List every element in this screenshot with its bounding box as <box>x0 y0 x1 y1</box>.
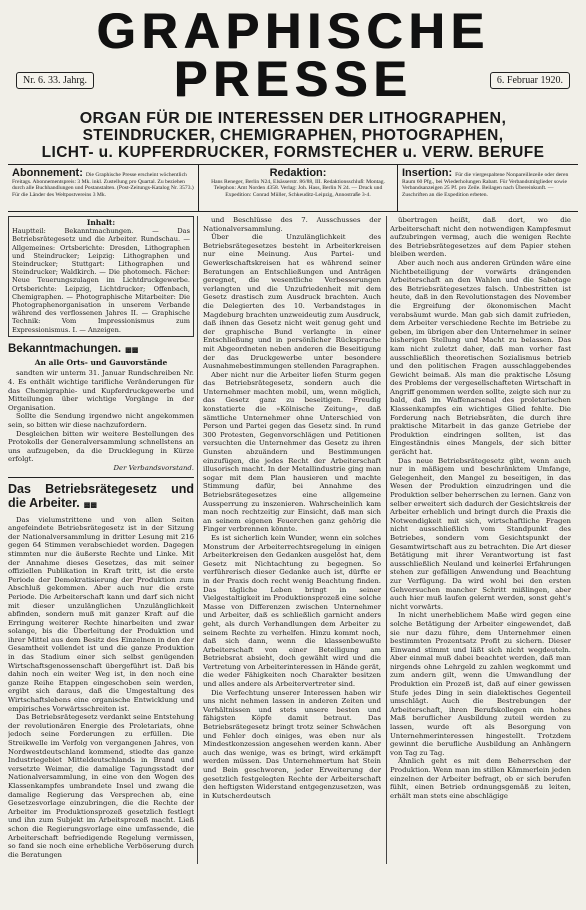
article-paragraph: Die Verfechtung unserer Interessen haben wir uns nicht nehmen lassen in anderen Zeiten und Verhältnissen und stets unsere besten und fähigsten Köpfe damit betraut. Das Betriebsrätegesetz bringt trotz seiner Schwächen und Fehler doch einiges, was eben nur als Mindestkonzession angesehen werden kann. Aber auch das wenige, was es bringt, wird erkämpft werden müssen. Das Unternehmertum hat Stein und Bein geschworen, jeder Erweiterung der gesetzlich festgelegten Rechte der Arbeiterschaft den heftigsten Widerstand entgegenzusetzen, was in Kutscherdeutsch <box>203 688 381 800</box>
article-paragraph: In nicht unerheblichem Maße wird gegen eine solche Betätigung der Arbeiter eingewendet, daß sie nur dazu führe, dem Unternehmer einen bestimmten Prozentsatz Profit zu sichern. Dieser Einwand stimmt und läßt sich nicht wegdeuteln. Aber einmal muß dabei beachtet werden, daß man nirgends ohne Lehrgeld zu zahlen wegkommt und zum andern gilt, wenn die Umwandlung der Produktion ein Prozeß ist, daß auf einer gewissen Stufe jedes Ding in sein dialektisches Gegenteil umschlägt. Auch die Bestrebungen der Arbeiterschaft, ihren Berufskollegen ein hohes Maß beruflicher Ausbildung zuteil werden zu lassen, wurde oft als Besorgung von Unternehmerinteressen hingestellt. Trotzdem gewinnt die berufliche Ausbildung an Anhängern von Tag zu Tag. <box>390 611 571 757</box>
issue-box: Nr. 6. 33. Jahrg. <box>16 72 94 89</box>
announcement-paragraph: sandten wir unterm 31. Januar Rundschreiben Nr. 4. Es enthält wichtige tarifliche Veränderungen für das Chemigraphie- und Kupferdruckgewerbe und Mitteilungen über wichtige Vorgänge in der Organisation. <box>8 369 194 412</box>
insertion-text: Für die viergespaltene Nonpareillezeile oder deren Raum 60 Pfg., bei Wiederholungen Rabatt. Für Verbandsmitglieder sowie Verbandsanzeigen 25 Pf. pro Zeile. Beilagen nach Übereinkunft. — Zuschriften an die Expedition erbeten. <box>402 172 569 198</box>
abonnement-text: Die Graphische Presse erscheint wöchentlich Freitags. Abonnementspreis: 3 Mk. inkl. Zustellung pro Quartal. Zu beziehen durch alle Buchhandlungen und Postanstalten. (Post-Zeitungs-Katalog Nr. 3573.) Für die Länder des Weltpostvereins 3 Mk. <box>12 172 194 198</box>
article-paragraph: Das Betriebsrätegesetz verdankt seine Entstehung der revolutionären Energie des Proletariats, ohne jedoch seine Forderungen zu erfüllen. Die Streikwelle im Verfolg von vergangenen Jahres, von Nordwestdeutschland kommend, stiedte das ganze Industriegebiet Mitteldeutschlands in Brand und versetzte Weimar, die damalige Tagungsstadt der Nationalversammlung, in eine von den Wogen des Klassenkampfes umbrandete Insel und zwang die damalige Regierung das Versprechen ab, eine Gesetzesvorlage einzubringen, die die Rechte der Arbeiter im Produktionsprozeß gesetzlich festlegt und ihn zum Subjekt im Arbeitsprozeß macht. Ließ schon die Regierungsvorlage eine umfassende, die Arbeiterschaft befriedigende Regelung vermissen, so fand sie noch eine erhebliche Verböserung durch die Beratungen <box>8 713 194 859</box>
article-title: Das Betriebsrätegesetz und die Arbeiter. ▩▩ <box>8 481 194 510</box>
contents-text: Hauptteil: Bekanntmachungen. — Das Betriebsrätegesetz und die Arbeiter. Rundschau. — Allgemeines: Ortsberichte: Dresden, Lithographen und Steindrucker; Leipzig: Lithographen und Steindrucker; Stuttgart: Lithographen und Steindrucker; Waldkirch. — Die photomech. Fächer: Neue Teuerungszulagen im Lichtdruckgewerbe. Ortsberichte: Leipzig, Lichtdrucker; Offenbach, Chemigraphen. — Photographische Mitarbeiter: Die Photographenorganisation in unserem Verbande während des verflossenen Jahres II. — Graphische Technik: Vom Impressionismus zum Expressionismus. I. — Anzeigen. <box>12 227 190 334</box>
announcement-signature: Der Verbandsvorstand. <box>113 463 194 472</box>
title-line-2: PRESSE <box>173 51 413 107</box>
subtitle-line-2: STEINDRUCKER, CHEMIGRAPHEN, PHOTOGRAPHEN, <box>82 127 504 144</box>
insertion-heading: Insertion: <box>402 167 453 179</box>
column-middle <box>197 216 387 864</box>
contents-box <box>8 216 194 337</box>
insertion-box <box>398 165 578 211</box>
article-paragraph: übertragen heißt, daß dort, wo die Arbeiterschaft nicht den notwendigen Kampfesmut aufzubringen vermag, auch die wenigen Rechte des Betriebsrätegesetzes auf dem Papier stehen bleiben werden. <box>390 216 571 259</box>
abonnement-box <box>8 165 199 211</box>
subtitle-line-1: ORGAN FÜR DIE INTERESSEN DER LITHOGRAPHEN, <box>79 110 507 127</box>
article-paragraph: und Beschlüsse des 7. Ausschusses der Nationalversammlung. <box>203 216 381 233</box>
ornament-icon: ▩▩ <box>83 501 98 509</box>
article-paragraph: Aber nicht nur die Arbeiter liefen Sturm gegen das Betriebsrätegesetz, sondern auch die Unternehmer machten mobil, um, wenn möglich, das Gesetz ganz zu beseitigen. Freudig konstatierte die »Kölnische Zeitung«, daß sämtliche Unternehmer ohne Unterschied von Person und Partei gegen das Gesetz sind. In rund 300 Protesten, Gegenvorschlägen und Petitionen versuchten die Unternehmer das Gesetz zu ihren Gunsten abzuändern und Bestimmungen einzufügen, die jedes Recht der Arbeiterschaft illusorisch macht. In der Metallindustrie ging man sogar mit dem Plan hausieren und machte Stimmung dafür, bei Annahme des Betriebsrätegesetzes eine allgemeine Aussperrung zu inszenieren. Wahrscheinlich kam man noch rechtzeitig zur Einsicht, daß man sich an seinem eigenen Feuerchen ganz gehörig die Finger verbrennen könnte. <box>203 370 381 534</box>
article-paragraph: Es ist sicherlich kein Wunder, wenn ein solches Monstrum der Arbeiterrechtsregelung in einigen Arbeiterkreisen den Gedanken ausgelöst hat, dem Gesetz mit Nichtachtung zu begegnen. So verführerisch dieser Gedanke auch ist, dürfte er in der Praxis doch recht wenig Beachtung finden. Das tägliche Leben bringt in seiner Vielgestaltigkeit im Produktionsprozeß eine solche Masse von Differenzen zwischen Unternehmer und Arbeiter, daß es schließlich garnicht anders geht, als durch Verhandlungen dem Arbeiter zu seinem Rechte zu verhelfen. Hinzu kommt noch, daß sich dann, wenn die klassenbewußte Arbeiterschaft von einer Beteiligung am Betriebsrat absieht, doch gewählt wird und die Vertretung von Arbeiterinteressen in Hände gerät, die weder Fähigkeiten noch Charakter besitzen und alles andere als Arbeitervertreter sind. <box>203 533 381 689</box>
abonnement-heading: Abonnement: <box>12 167 83 179</box>
date-box: 6. Februar 1920. <box>490 72 570 89</box>
subtitle-line-3: LICHT- u. KUPFERDRUCKER, FORMSTECHER u. VERW. BERUFE <box>41 144 545 161</box>
announcement-paragraph: Sollte die Sendung irgendwo nicht angekommen sein, so bitten wir diese nachzufordern. <box>8 412 194 429</box>
title-line-1: GRAPHISCHE <box>96 3 490 59</box>
announcement-paragraph: Desgleichen bitten wir weitere Bestellungen des Protokolls der Generalversammlung schnellstens an uns aufzugeben, da die Drucklegung in Kürze erfolgt. <box>8 429 194 464</box>
announcements-subheading: An alle Orts- und Gauvorstände <box>34 357 168 367</box>
column-right <box>390 216 571 864</box>
ornament-icon: ▩▩ <box>125 346 139 354</box>
info-bar <box>8 165 578 212</box>
redaktion-box <box>199 165 398 211</box>
redaktion-text: Hans Reneger, Berlin N24, Elsässerstr. 86/88, III. Redaktionsschluß: Montag. Telephon: Amt Norden 4358. Verlag: Joh. Hass, Berlin N 24. — Druck und Expedition: Conrad Müller, Schkeuditz-Leipzig, Annostraße 3-4. <box>211 179 385 198</box>
redaktion-heading: Redaktion: <box>269 167 327 179</box>
announcements-heading: Bekanntmachungen. ▩▩ <box>8 342 139 355</box>
column-left <box>8 216 194 864</box>
article-paragraph: Das neue Betriebsrätegesetz gibt, wenn auch nur in mäßigem und beschränktem Umfange, Gelegenheit, den Mangel zu beseitigen, in das Wesen der Produktion einzudringen und die Produktion selber beherrschen zu lernen. Ganz von selber erweitert sich dadurch der Gesichtskreis der Arbeiter erheblich und bringt durch die Praxis die Notwendigkeit mit sich, wirtschaftliche Fragen nicht ausschließlich vom Standpunkt des Betriebes, sondern vom Gesichtspunkt der Gesamtwirtschaft aus zu betrachten. Die Art dieser Betätigung mit ihrer Verantwortung ist fast ausschließlich Neuland und keinerlei Erfahrungen stehen zur gefälligen Anwendung und Beachtung zur Verfügung. Da wird wohl bei den ersten Gehversuchen mancher Schritt mißlingen, aber auch hier muß laufen gelernt werden, sonst geht's nicht vorwärts. <box>390 456 571 611</box>
article-paragraph: Das vielumstrittene und von allen Seiten angefeindete Betriebsrätegesetz ist in der Sitzung der Nationalversammlung in dritter Lesung mit 216 gegen 64 Stimmen verabschiedet worden. Dagegen stimmten nur die äußerste Rechte und Linke. Mit der Annahme dieses Gesetzes, das mit seiner offiziellen Publikation in Kraft tritt, ist die erste Periode der Demokratisierung der Produktion zum Abschluß gekommen. Aber auch nur die erste Periode. Die Arbeiterschaft kann und darf sich nicht mit dieser unzulänglichen Unzulänglichkeit abfinden, sondern muß mit ganzer Kraft auf die Erringung weiterer Rechte hinarbeiten und zwar solange, bis die Überleitung der Produktion und ihrer Mittel aus dem Besitz des Einzelnen in den der Gesamtheit vollendet ist und die ganze Produktion in das Stadium einer sich selbst genügenden Wirtschaftsgenossenschaft übergeführt ist. Daß bis dahin noch ein weiter Weg ist, in den noch eine ganze Reihe Etappen eingeschoben sein werden, ergibt sich daraus, daß die Umgestaltung des Wirtschaftslebens eine organische Entwicklung und empirisches Vorwärtsschreiten ist. <box>8 515 194 713</box>
article-columns <box>8 216 578 864</box>
title-row-2 <box>8 51 578 110</box>
masthead <box>8 3 578 165</box>
section-divider <box>8 477 194 478</box>
contents-heading: Inhalt: <box>86 218 116 227</box>
newspaper-page <box>0 3 586 910</box>
article-paragraph: Ähnlich geht es mit dem Beherrschen der Produktion. Wenn man im stillen Kämmerlein jeden einzelnen der Arbeiter befragt, ob er sich berufen fühlt, einen Betrieb ordnungsgemäß zu leiten, erhält man stets eine abschlägige <box>390 757 571 800</box>
article-paragraph: Aber auch noch aus anderen Gründen wäre eine Nichtbeteiligung der vorwärts drängenden Arbeiterschaft an den Wahlen und die Sabotage des Betriebsrätegesetzes falsch. Unbestritten ist heute, daß in den Revolutionstagen des November die Ergreifung der ökonomischen Macht verabsäumt wurde. Man gab sich damit zufrieden, dem Arbeiter verschiedene Rechte im Betriebe zu geben, im übrigen aber den Unternehmer in seiner bisherigen Stellung und Macht zu belassen. Das kam nicht zuletzt daher, daß man vorher fast ausschließlich theoretischen Sozialismus betrieb und den politischen Fragen ausschlaggebendes Gewicht beimaß. Als man die praktische Lösung des Problems der vergesellschafteten Wirtschaft in Angriff genommen werden sollte, zeigte sich nur zu bald, daß im Waffenarsenal des proletarischen Klassenkampfes ein wichtiges Glied fehlte. Die Forderung nach Betriebsräten, die durch ihre praktische Mitarbeit in das ganze Getriebe der Produktion eindringen sollten, ist das Eingeständnis eines Mangels, der sich bitter gerächt hat. <box>390 258 571 457</box>
article-paragraph: Über die Unzulänglichkeit des Betriebsrätegesetzes besteht in Arbeiterkreisen nur eine Meinung. Aus Partei- und Gewerkschaftskreisen hat es während seiner Beratungen an Entschließungen und Anträgen geregnet, die wesentliche Verbesserungen verlangten und die Unzufriedenheit mit dem Gesetz drastisch zum Ausdruck brachten. Auch die Delegierten des 10. Verbandstages in Magdeburg brachten unzweideutig zum Ausdruck, daß ihnen das Gesetz nicht weit genug geht und der graphische Bund verlangte in einer Entschließung und in persönlicher Rücksprache mit Abgeordneten neben anderen die Beseitigung der das Druckgewerbe unter besondere Ausnahmebestimmungen stellenden Paragraphen. <box>203 233 381 371</box>
